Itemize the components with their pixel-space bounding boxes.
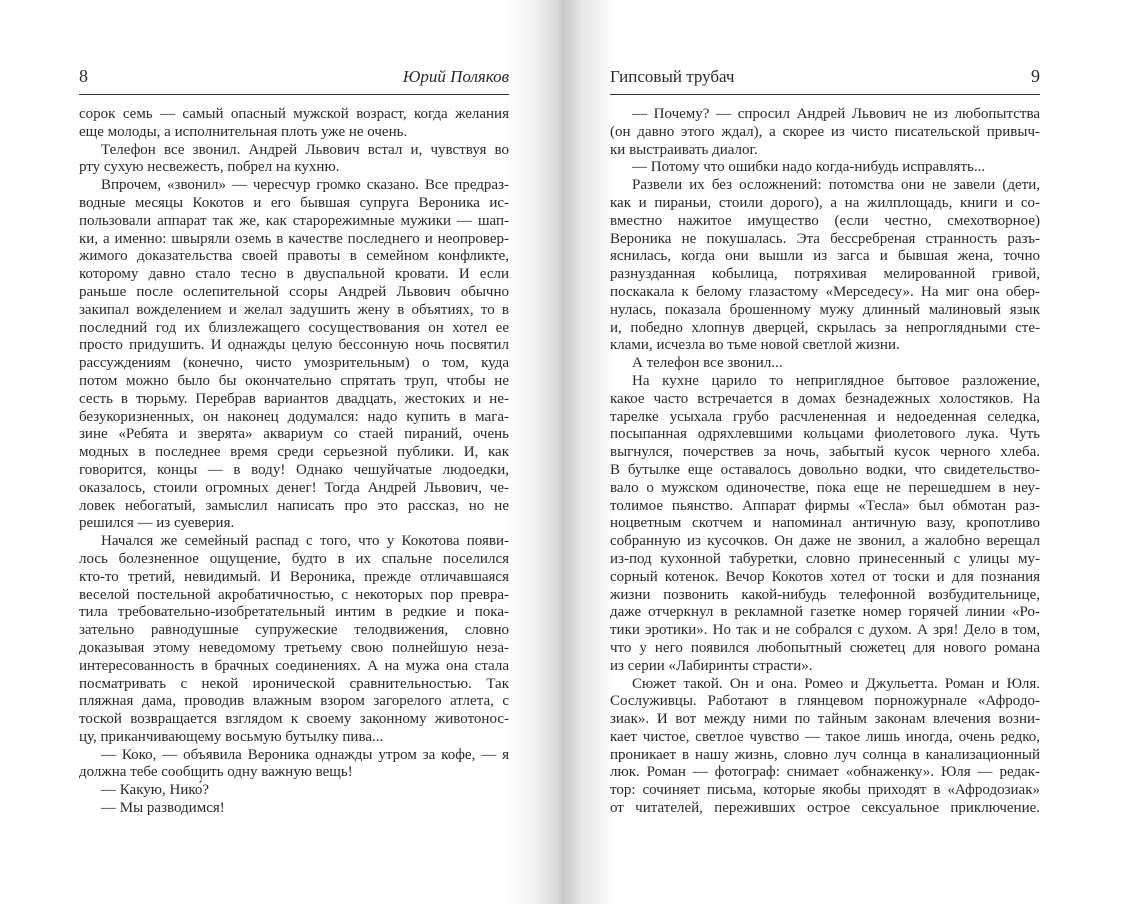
text-line: Впрочем, «звонил» — чересчур громко сказано. Все предраз- bbox=[101, 177, 509, 194]
text-line: клами, исчезла во тьме новой светлой жизни. bbox=[610, 337, 900, 354]
text-line: яснилась, когда они вышли из загса и бывшая жена, точно bbox=[610, 248, 1040, 265]
text-line: из-под кухонной табуретки, словно принесенный с улицы му- bbox=[610, 550, 1040, 567]
text-line: тоской возвращается взглядом к своему законному животонос- bbox=[79, 711, 509, 728]
page-header bbox=[79, 66, 509, 95]
text-line: доказывая этому неведомому третьему свою полнейшую неза- bbox=[79, 639, 509, 656]
running-title-book: Гипсовый трубач bbox=[610, 67, 735, 86]
text-line: последний год их близлежащего сосуществования он хотел ее bbox=[79, 319, 509, 336]
text-line: что у него появился любопытный сюжетец для нового романа bbox=[610, 639, 1040, 656]
text-line: зательно равнодушные супружеские телодвижения, словно bbox=[79, 622, 509, 639]
text-line: зине «Ребята и зверята» аквариум со стаей пираний, очень bbox=[79, 426, 509, 443]
text-line: Вероника не покушалась. Эта бессребреная странность разъ- bbox=[610, 230, 1040, 247]
text-line: и, победно хлопнув дверцей, скрылась за непроглядными сте- bbox=[610, 319, 1040, 336]
text-line: тила требовательно-изобретательный интим в редкие и пока- bbox=[79, 604, 509, 621]
text-line: (он давно этого ждал), а скорее из чисто писательской привыч- bbox=[610, 123, 1040, 140]
page-number: 9 bbox=[1031, 66, 1040, 86]
text-line: безукоризненных, он наконец додумался: надо купить в мага- bbox=[79, 408, 509, 425]
text-line: водные месяцы Кокотов и его бывшая супруга Вероника ис- bbox=[79, 194, 509, 211]
text-line: сорок семь — самый опасный мужской возраст, когда желания bbox=[79, 106, 509, 122]
text-line: сорный котенок. Вечор Кокотов хотел от тоски и для познания bbox=[610, 568, 1040, 585]
text-line: закипал вожделением и желал задушить жену в объятиях, то в bbox=[79, 301, 509, 318]
text-line: тики эротики». Но так и не собрался с духом. А зря! Дело в том, bbox=[610, 622, 1040, 639]
text-line: зиак». И вот между ними по тайным законам влечения возни- bbox=[610, 711, 1040, 728]
text-line: А телефон все звонил... bbox=[632, 355, 783, 372]
text-line: В бутылке еще оставалось довольно водки, что свидетельство- bbox=[610, 461, 1040, 478]
text-line: толимое пьянство. Аппарат фирмы «Тесла» был обмотан раз- bbox=[610, 497, 1040, 514]
text-line: кает чистое, светлое чувство — такое лишь иногда, очень редко, bbox=[610, 728, 1040, 745]
text-line: цу, приканчивающему восьмую бутылку пива... bbox=[79, 728, 384, 745]
right-page bbox=[610, 0, 1040, 904]
running-title-author: Юрий Поляков bbox=[402, 67, 509, 86]
text-line: вместно нажитое имущество (если честно, смехотворное) bbox=[610, 212, 1040, 229]
text-line: — Мы разводимся! bbox=[101, 800, 225, 817]
text-line: от читателей, переживших острое сексуальное приключение. bbox=[610, 800, 1040, 817]
text-line: Телефон все звонил. Андрей Львович встал и, чувствуя во bbox=[101, 141, 509, 158]
text-line: тор: сочиняет письма, которые якобы приходят в «Афродозиак» bbox=[610, 782, 1040, 799]
text-line: проникает в нашу жизнь, словно луч солнца в канализационный bbox=[610, 746, 1040, 763]
text-line: посматривать с некой иронической сравнительностью. Так bbox=[79, 675, 509, 692]
text-line: должна тебе сообщить одну важную вещь! bbox=[79, 764, 353, 781]
page-number: 8 bbox=[79, 66, 88, 86]
text-line: просто придушить. И однажды целую бессонную ночь посвятил bbox=[79, 337, 509, 354]
text-line: как и пираньи, стоили дорого), а на жилплощадь, книги и со- bbox=[610, 194, 1040, 211]
text-line: говорится, концы — в воду! Однако чешуйчатые людоедки, bbox=[79, 461, 509, 478]
text-line: веселой постельной акробатичностью, с некоторых пор превра- bbox=[79, 586, 509, 603]
text-line: жизни позвонить какой-нибудь телефонной возбудительнице, bbox=[610, 586, 1040, 603]
text-line: — Коко, — объявила Вероника однажды утром за кофе, — я bbox=[101, 746, 509, 763]
text-line: решился — из суеверия. bbox=[79, 515, 235, 532]
text-line: потом можно было бы окончательно спрятать труп, чтобы не bbox=[79, 372, 509, 389]
text-line: сесть в тюрьму. Перебрав вариантов двадцать, жестоких и не- bbox=[79, 390, 509, 407]
text-line: — Почему? — спросил Андрей Львович не из любопытства bbox=[632, 106, 1040, 122]
text-line: собранную из кусочков. Он даже не звонил, а жалобно верещал bbox=[610, 533, 1040, 550]
left-page bbox=[79, 0, 509, 904]
text-line: модных в последнее время среди серьезной публики. И, как bbox=[79, 444, 509, 461]
text-line: рту сухую несвежесть, побрел на кухню. bbox=[79, 159, 340, 176]
text-line: разнузданная кобылица, потряхивая мелированной гривой, bbox=[610, 266, 1040, 283]
text-line: вало о мужском одиночестве, пока еще не перешедшем в неу- bbox=[610, 479, 1040, 496]
text-line: ноцветным скотчем и напоминал античную вазу, кропотливо bbox=[610, 515, 1040, 532]
text-line: жимого доказательства своей правоты в семейном конфликте, bbox=[79, 248, 509, 265]
text-line: Сослуживцы. Работают в глянцевом порножурнале «Афродо- bbox=[610, 693, 1040, 710]
text-line: интересованность в брачных соединениях. А на мужа она стала bbox=[79, 657, 509, 674]
text-line: ки, а именно: швыряли оземь в качестве последнего и неопровер- bbox=[79, 230, 509, 247]
text-line: оказалось, стоили огромных денег! Тогда Андрей Львович, че- bbox=[79, 479, 509, 496]
text-line: еще молоды, а исполнительная плоть уже не очень. bbox=[79, 123, 408, 140]
page-body bbox=[610, 106, 1040, 818]
text-line: пляжная дама, проводив влажным взором загорелого атлета, с bbox=[79, 693, 509, 710]
text-line: тарелке усыхала грубо расчлененная и недоеденная селедка, bbox=[610, 408, 1040, 425]
page-body bbox=[79, 106, 509, 818]
text-line: какое часто встречается в домах безнадежных холостяков. На bbox=[610, 390, 1040, 407]
text-line: На кухне царило то неприглядное бытовое разложение, bbox=[632, 372, 1040, 389]
page-header bbox=[610, 66, 1040, 95]
text-line: которому давно стало тесно в двуспальной кровати. И если bbox=[79, 266, 509, 283]
text-line: поскакала к белому глазастому «Мерседесу». На миг она обер- bbox=[610, 283, 1040, 300]
text-line: нулась, показала брошенному мужу длинный малиновый язык bbox=[610, 301, 1040, 318]
book-gutter-shadow bbox=[505, 0, 615, 904]
text-line: из серии «Лабиринты страсти». bbox=[610, 657, 813, 674]
text-line: выгнулся, почерствев за ночь, забытый кусок черного хлеба. bbox=[610, 444, 1040, 461]
text-line: ки выстраивать диалог. bbox=[610, 141, 758, 158]
text-line: рассуждениям (конечно, чисто умозрительным) о том, куда bbox=[79, 355, 509, 372]
text-line: Развели их без осложнений: потомства они не завели (дети, bbox=[632, 177, 1040, 194]
text-line: люк. Роман — фотограф: снимает «обнаженку». Юля — редак- bbox=[610, 764, 1040, 781]
text-line: посыпанная одряхлевшими кольцами фиолетового лука. Чуть bbox=[610, 426, 1040, 443]
text-line: — Какую, Нико́? bbox=[101, 782, 210, 799]
text-line: — Потому что ошибки надо когда-нибудь исправлять... bbox=[632, 159, 986, 176]
text-line: Сюжет такой. Он и она. Ромео и Джульетта. Роман и Юля. bbox=[632, 675, 1040, 692]
text-line: пользовали аппарат так же, как старорежимные мужики — шап- bbox=[79, 212, 509, 229]
text-line: даже отчеркнул в рекламной газетке номер горячей линии «Ро- bbox=[610, 604, 1040, 621]
text-line: лось болезненное ощущение, будто в их спальне поселился bbox=[79, 550, 509, 567]
text-line: раньше после ослепительной ссоры Андрей Львович обычно bbox=[79, 283, 509, 300]
text-line: кто-то третий, невидимый. И Вероника, прежде отличавшаяся bbox=[79, 568, 509, 585]
text-line: Начался же семейный распад с того, что у Кокотова появи- bbox=[101, 533, 509, 550]
text-line: ловек небогатый, замыслил написать про это рассказ, но не bbox=[79, 497, 509, 514]
